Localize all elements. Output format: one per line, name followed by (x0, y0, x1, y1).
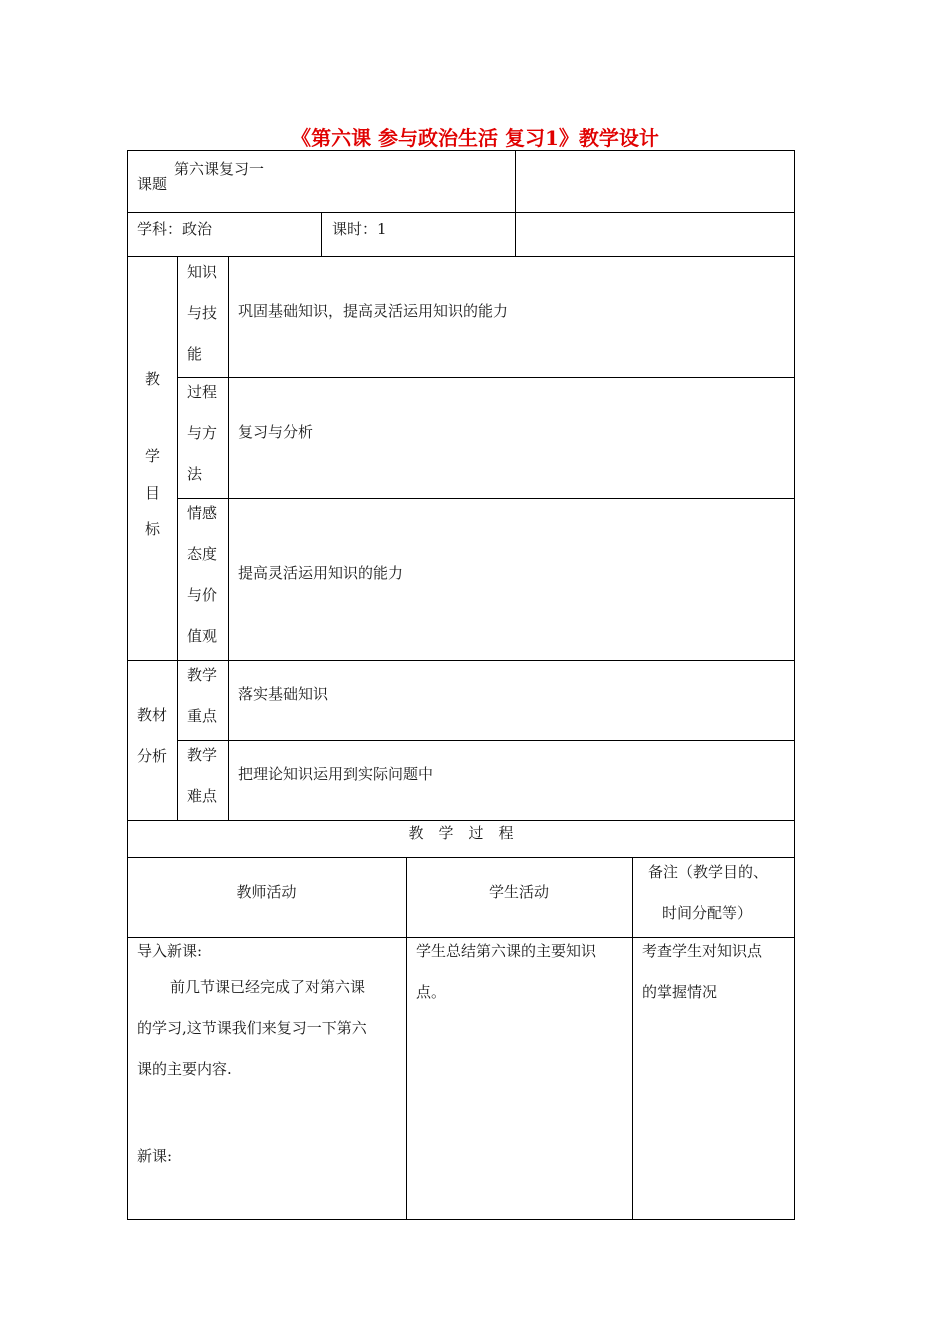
student-activity-line: 学生总结第六课的主要知识 (416, 942, 597, 960)
process-heading: 教 学 过 程 (408, 824, 514, 842)
attitude-values-label: 与价 (187, 586, 218, 604)
objectives-label-char: 学 (145, 447, 161, 465)
periods-field: 课时：1 (332, 220, 387, 238)
key-point-label: 重点 (187, 707, 218, 725)
knowledge-skill-label: 与技 (187, 304, 218, 322)
teacher-activity-line: 课的主要内容. (137, 1060, 232, 1078)
attitude-values-label: 值观 (187, 627, 218, 645)
note-line: 考查学生对知识点 (642, 942, 763, 960)
teacher-activity-line: 的学习,这节课我们来复习一下第六 (137, 1019, 367, 1037)
difficulty-content: 把理论知识运用到实际问题中 (238, 765, 434, 783)
knowledge-skill-label: 知识 (187, 263, 218, 281)
student-activity-header: 学生活动 (488, 883, 549, 901)
note-header: 时间分配等） (662, 904, 753, 922)
material-label: 分析 (137, 747, 168, 765)
process-method-label: 过程 (187, 383, 218, 401)
note-header: 备注（教学目的、 (648, 863, 769, 881)
teacher-activity-line: 导入新课: (137, 942, 203, 960)
attitude-values-content: 提高灵活运用知识的能力 (238, 564, 404, 582)
topic-value: 第六课复习一 (174, 160, 265, 178)
student-activity-line: 点。 (416, 983, 447, 1001)
objectives-label-char: 教 (145, 370, 161, 388)
document-title: 《第六课 参与政治生活 复习1》教学设计 (291, 126, 659, 150)
process-method-label: 法 (187, 465, 203, 483)
objectives-label-char: 目 (145, 484, 161, 502)
process-method-label: 与方 (187, 424, 218, 442)
key-point-content: 落实基础知识 (238, 685, 329, 703)
objectives-label-char: 标 (145, 520, 161, 538)
key-point-label: 教学 (187, 666, 218, 684)
teacher-activity-line: 前几节课已经完成了对第六课 (170, 978, 366, 996)
subject-field: 学科：政治 (137, 220, 213, 238)
topic-label: 课题 (137, 175, 168, 193)
attitude-values-label: 情感 (187, 504, 218, 522)
note-line: 的掌握情况 (642, 983, 718, 1001)
knowledge-skill-label: 能 (187, 345, 203, 363)
process-method-content: 复习与分析 (238, 423, 314, 441)
teacher-activity-line: 新课: (137, 1147, 173, 1165)
attitude-values-label: 态度 (187, 545, 218, 563)
difficulty-label: 教学 (187, 746, 218, 764)
teacher-activity-header: 教师活动 (236, 883, 297, 901)
knowledge-skill-content: 巩固基础知识，提高灵活运用知识的能力 (238, 302, 509, 320)
material-label: 教材 (137, 706, 168, 724)
difficulty-label: 难点 (187, 787, 218, 805)
